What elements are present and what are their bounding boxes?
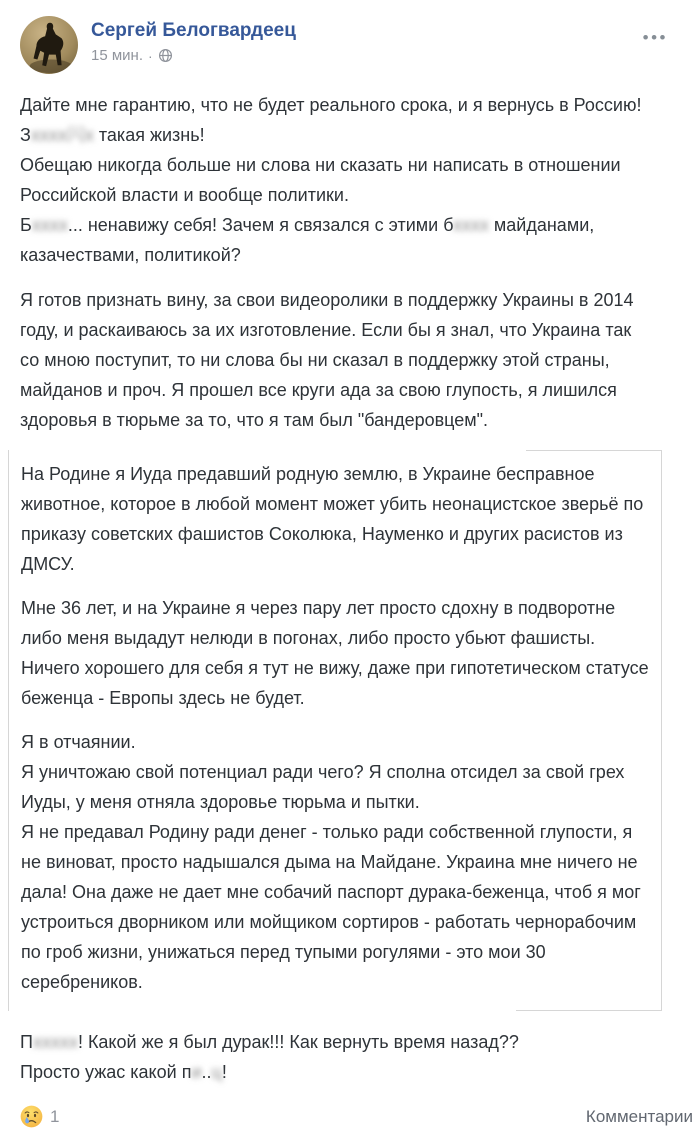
post-paragraph bbox=[20, 1027, 652, 1057]
text-segment: П bbox=[20, 1032, 33, 1052]
meta-separator: · bbox=[148, 47, 153, 64]
post-paragraph bbox=[21, 459, 651, 579]
post-paragraph bbox=[20, 210, 652, 270]
text-segment: Просто ужас какой п bbox=[20, 1062, 192, 1082]
text-segment: ... ненавижу себя! Зачем я связался с этими б bbox=[67, 215, 453, 235]
comments-link[interactable]: Комментарии bbox=[585, 1106, 693, 1126]
reactions-summary[interactable] bbox=[20, 1105, 59, 1128]
post-header bbox=[20, 16, 668, 74]
censored-word: хххх bbox=[31, 215, 68, 235]
text-segment: Мне 36 лет, и на Украине я через пару лет просто сдохну в подворотне либо меня выдадут нелюди в погонах, либо просто убьют фашисты. Ничего хорошего для себя я тут не вижу, даже при гипотетическом статусе беженца - Европы здесь не будет. bbox=[21, 598, 649, 708]
paragraph-group bbox=[21, 593, 651, 713]
post-text-section bbox=[20, 285, 662, 435]
text-segment: Б bbox=[20, 215, 32, 235]
text-segment: На Родине я Иуда предавший родную землю, в Украине бесправное животное, которое в любой момент может убить неонацистское зверьё по приказу советских фашистов Соколюка, Науменко и других расистов из ДМСУ. bbox=[21, 464, 644, 574]
text-segment: Я в отчаянии. bbox=[21, 732, 136, 752]
text-segment: майданами, казачествами, политикой? bbox=[20, 215, 595, 265]
post-body bbox=[20, 90, 662, 1087]
quoted-screenshot-section bbox=[8, 450, 662, 1011]
censored-word: хххх闪х bbox=[30, 125, 94, 145]
text-segment: Я готов признать вину, за свои видеоролики в поддержку Украины в 2014 году, и раскаиваюсь за их изготовление. Если бы я знал, что Украина так со мною поступит, то ни слова бы ни сказал в поддержку этой страны, майданов и проч. Я прошел все круги ада за свою глупость, я лишился здоровья в тюрьме за то, что я там был "бандеровцем". bbox=[20, 290, 634, 430]
text-segment: .. bbox=[201, 1062, 212, 1082]
post-paragraph bbox=[21, 817, 651, 997]
post-paragraph bbox=[20, 90, 652, 150]
post-text-section bbox=[20, 1027, 662, 1087]
globe-public-icon bbox=[158, 48, 173, 63]
paragraph-group bbox=[20, 1027, 662, 1087]
sad-reaction-icon bbox=[20, 1105, 43, 1128]
text-segment: такая жизнь! bbox=[93, 125, 205, 145]
text-segment: ! bbox=[221, 1062, 227, 1082]
post-paragraph bbox=[21, 593, 651, 713]
censored-word: ц bbox=[211, 1062, 222, 1082]
paragraph-group bbox=[20, 285, 662, 435]
text-segment: Я уничтожаю свой потенциал ради чего? Я сполна отсидел за свой грех Иуды, у меня отняла здоровье тюрьма и пытки. bbox=[21, 762, 625, 812]
post-paragraph bbox=[21, 757, 651, 817]
text-segment: ! Какой же я был дурак!!! Как вернуть время назад?? bbox=[77, 1032, 519, 1052]
post-paragraph bbox=[20, 285, 652, 435]
censored-word: и bbox=[191, 1062, 202, 1082]
text-segment: Я не предавал Родину ради денег - только ради собственной глупости, я не виноват, просто надышался дыма на Майдане. Украина мне ничего не дала! Она даже не дает мне собачий паспорт дурака-беженца, чтоб я мог устроиться дворником или мойщиком сортиров - работать чернорабочим по гроб жизни, унижаться перед тупыми рогулями - это мои 30 серебреников. bbox=[21, 822, 641, 992]
avatar-photo-horseman bbox=[20, 16, 78, 74]
timestamp[interactable]: 15 мин. bbox=[91, 47, 143, 64]
censored-word: хххх bbox=[452, 215, 489, 235]
censored-word: ххххх bbox=[32, 1032, 78, 1052]
reaction-count: 1 bbox=[50, 1106, 60, 1126]
paragraph-group bbox=[21, 459, 651, 579]
text-segment: Дайте мне гарантию, что не будет реального срока, и я вернусь в Россию! З bbox=[20, 95, 642, 145]
author-name[interactable]: Сергей Белогвардеец bbox=[91, 20, 296, 41]
more-options-button[interactable]: ••• bbox=[642, 28, 668, 47]
post-paragraph bbox=[21, 727, 651, 757]
text-segment: Обещаю никогда больше ни слова ни сказать ни написать в отношении Российской власти и вообще политики. bbox=[20, 155, 621, 205]
post-footer bbox=[20, 1105, 693, 1138]
paragraph-group bbox=[20, 90, 662, 270]
post-meta bbox=[91, 47, 296, 64]
post-paragraph bbox=[20, 1057, 652, 1087]
post-text-section bbox=[20, 90, 662, 270]
post-header-text bbox=[91, 16, 296, 64]
post-paragraph bbox=[20, 150, 652, 210]
avatar[interactable] bbox=[20, 16, 78, 74]
